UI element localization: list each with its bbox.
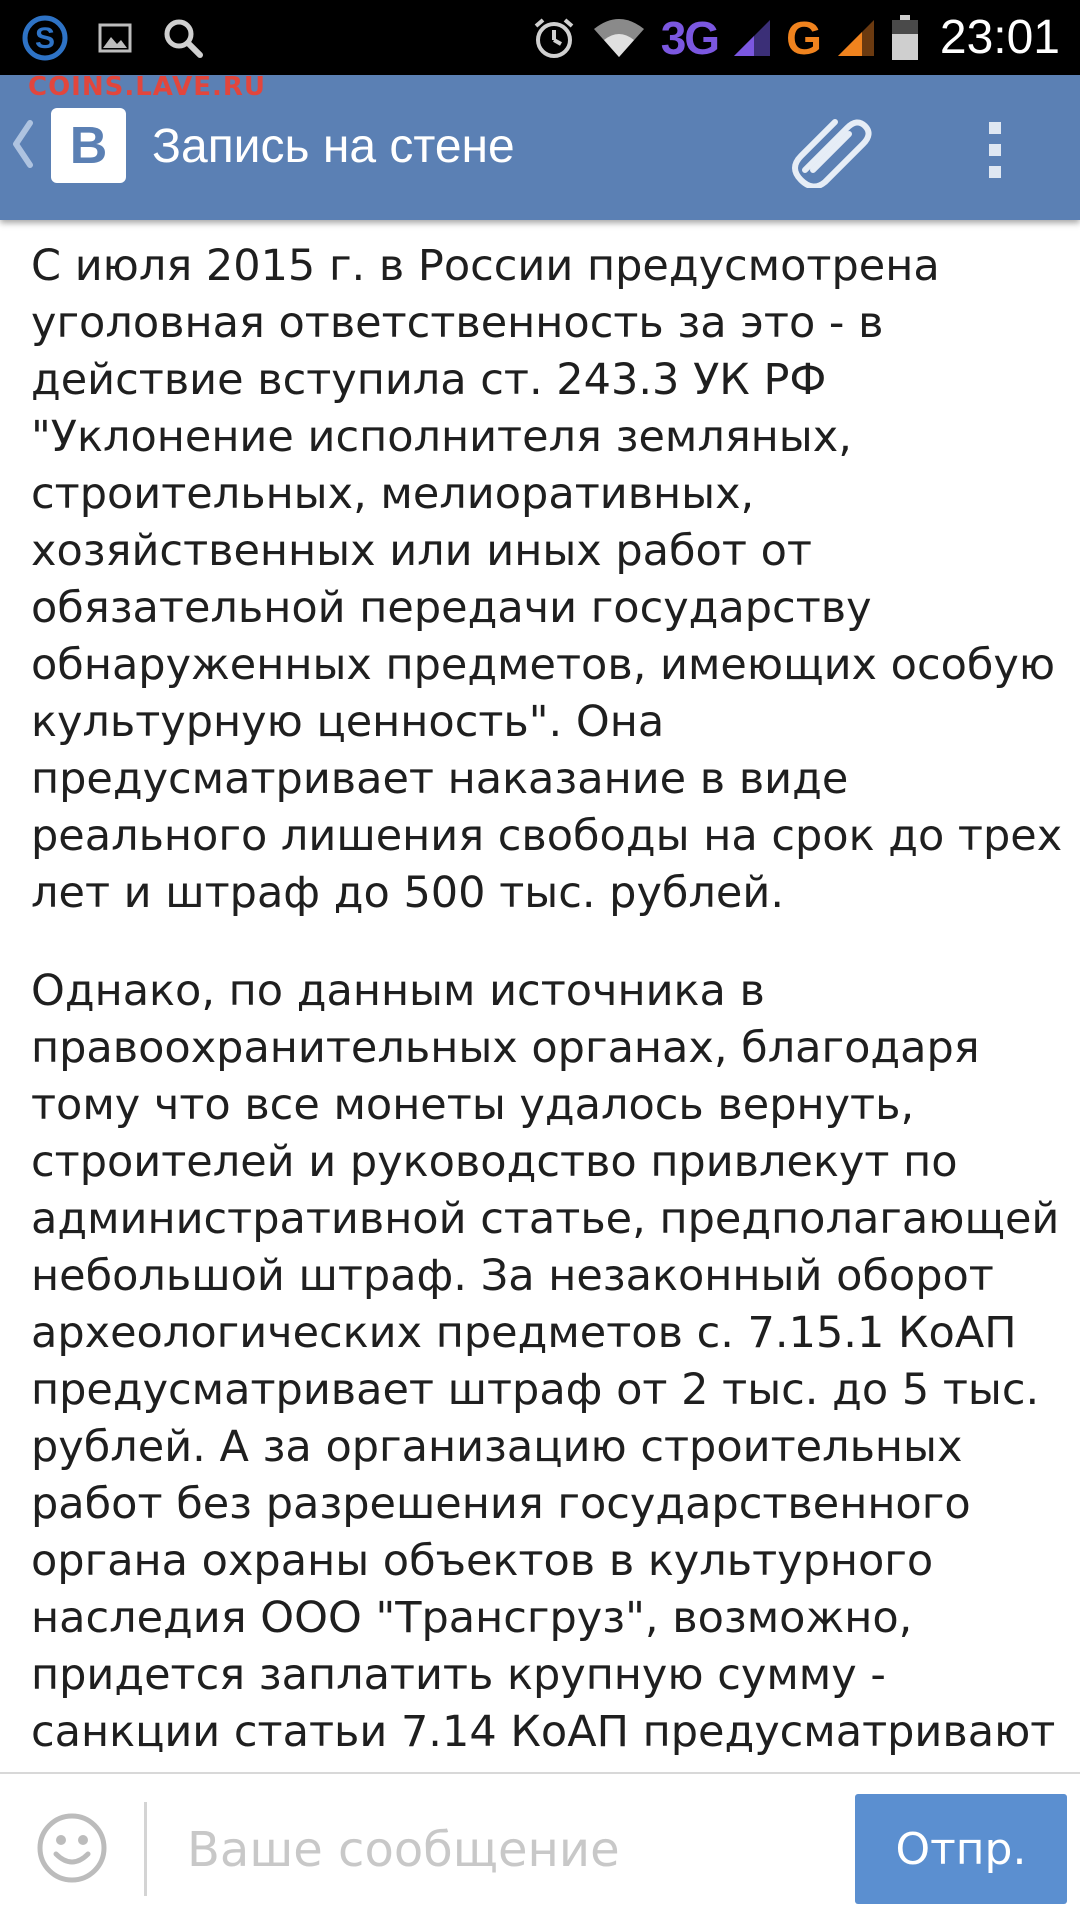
attach-button[interactable] — [780, 105, 880, 195]
post-content[interactable] — [0, 220, 1080, 1772]
smiley-icon[interactable] — [36, 1812, 108, 1884]
menu-dot-icon — [989, 166, 1001, 178]
post-paragraph: Однако, по данным источника в правоохранительных органах, благодаря тому что все монеты удалось вернуть, строителей и руководство привлекут по административной статье, предполагающей небольшой штраф. За незаконный оборот археологических предметов с. 7.15.1 КоАП предусматривает штраф от 2 тыс. до 5 тыс. рублей. А за организацию строительных работ без разрешения государственного органа охраны объектов в культурного наследия ООО "Трансгруз", возможно, придется заплатить крупную сумму - санкции статьи 7.14 КоАП предусматривают — [31, 966, 1060, 1757]
menu-dot-icon — [989, 144, 1001, 156]
page-title: Запись на стене — [152, 120, 515, 173]
status-bar-right — [531, 0, 1060, 75]
network-3g-label: 3G — [660, 11, 719, 64]
watermark: COINS.LAVE.RU — [28, 72, 267, 102]
signal-icon — [836, 18, 876, 58]
clock: 23:01 — [939, 11, 1060, 64]
wifi-icon — [591, 15, 647, 61]
overflow-menu-button[interactable] — [970, 105, 1020, 195]
menu-dot-icon — [989, 122, 1001, 134]
send-button[interactable]: Отпр. — [855, 1794, 1067, 1904]
paperclip-icon — [785, 108, 875, 193]
signal-icon — [732, 18, 772, 58]
network-g-label: G — [786, 11, 822, 64]
vk-logo[interactable] — [51, 108, 126, 183]
status-bar — [0, 0, 1080, 75]
skype-icon — [22, 15, 68, 61]
status-bar-left — [22, 0, 204, 75]
back-chevron-icon[interactable] — [10, 119, 36, 174]
battery-icon — [890, 14, 920, 62]
svg-text:S: S — [34, 21, 56, 55]
vk-logo-letter: В — [69, 116, 108, 175]
divider — [144, 1802, 147, 1896]
alarm-icon — [531, 15, 577, 61]
image-icon — [98, 21, 132, 55]
post-paragraph: С июля 2015 г. в России предусмотрена уголовная ответственность за это - в действие вступила ст. 243.3 УК РФ "Уклонение исполнителя земляных, строительных, мелиоративных, хозяйственных или иных работ от обязательной передачи государству обнаруженных предметов, имеющих особую культурную ценность". Она предусматривает наказание в виде реального лишения свободы на срок до трех лет и штраф до 500 тыс. рублей. — [31, 241, 1063, 918]
message-input[interactable] — [185, 1802, 829, 1898]
message-composer — [0, 1772, 1080, 1922]
search-icon — [162, 17, 204, 59]
